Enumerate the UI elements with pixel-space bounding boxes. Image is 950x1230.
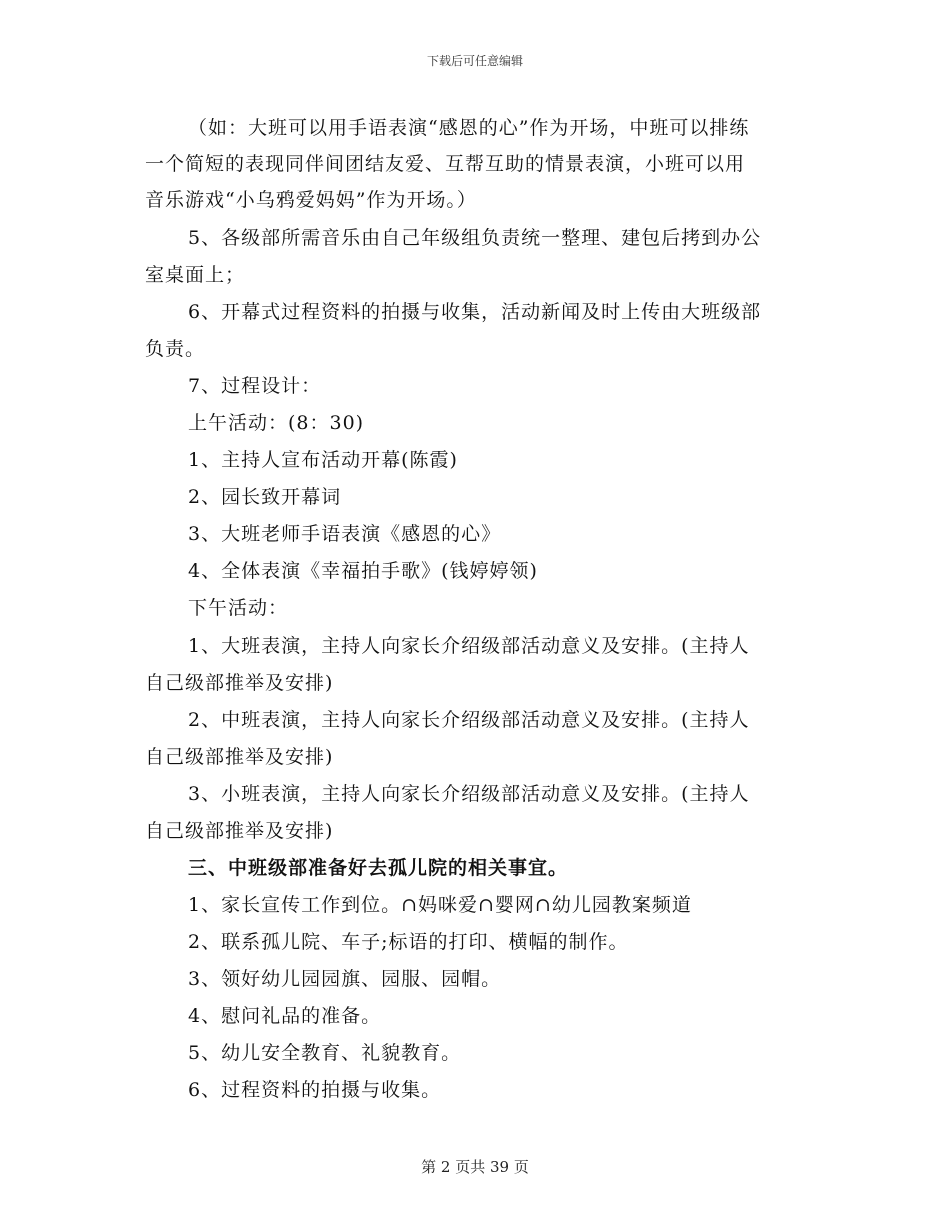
paragraph-line: 负责。 [145,338,206,360]
list-item: 1、家长宣传工作到位。∩妈咪爱∩婴网∩幼儿园教案频道 [188,894,692,916]
list-item: 5、幼儿安全教育、礼貌教育。 [188,1042,462,1064]
paragraph-line: 室桌面上； [145,264,246,286]
paragraph-line: 下午活动： [188,597,289,619]
paragraph-line: 自己级部推举及安排) [145,672,334,694]
paragraph-line: 自己级部推举及安排) [145,820,334,842]
list-item: 3、领好幼儿园园旗、园服、园帽。 [188,968,502,990]
paragraph-line: 音乐游戏“小乌鸦爱妈妈”作为开场。） [145,189,477,211]
list-item: 4、慰问礼品的准备。 [188,1005,382,1027]
section-heading: 三、中班级部准备好去孤儿院的相关事宜。 [188,857,569,879]
paragraph-line: 一个简短的表现同伴间团结友爱、互帮互助的情景表演，小班可以用 [145,153,746,175]
page-number: 第 2 页共 39 页 [421,1158,529,1176]
paragraph-line: 5、各级部所需音乐由自己年级组负责统一整理、建包后拷到办公 [188,227,762,249]
list-item: 2、园长致开幕词 [188,486,342,508]
paragraph-line: （如：大班可以用手语表演“感恩的心”作为开场，中班可以排练 [188,117,750,139]
list-item: 3、小班表演，主持人向家长介绍级部活动意义及安排。(主持人 [188,783,750,805]
paragraph-line: 7、过程设计： [188,375,322,397]
paragraph-line: 自己级部推举及安排) [145,746,334,768]
list-item: 3、大班老师手语表演《感恩的心》 [188,523,502,545]
list-item: 1、主持人宣布活动开幕(陈霞) [188,449,458,471]
list-item: 2、联系孤儿院、车子;标语的打印、横幅的制作。 [188,931,629,953]
paragraph-line: 上午活动：(8：30) [188,412,365,434]
list-item: 6、过程资料的拍摄与收集。 [188,1079,442,1101]
page-header: 下载后可任意编辑 [426,54,523,68]
paragraph-line: 6、开幕式过程资料的拍摄与收集，活动新闻及时上传由大班级部 [188,301,762,323]
list-item: 2、中班表演，主持人向家长介绍级部活动意义及安排。(主持人 [188,709,750,731]
list-item: 4、全体表演《幸福拍手歌》(钱婷婷领) [188,560,538,582]
list-item: 1、大班表演，主持人向家长介绍级部活动意义及安排。(主持人 [188,635,750,657]
